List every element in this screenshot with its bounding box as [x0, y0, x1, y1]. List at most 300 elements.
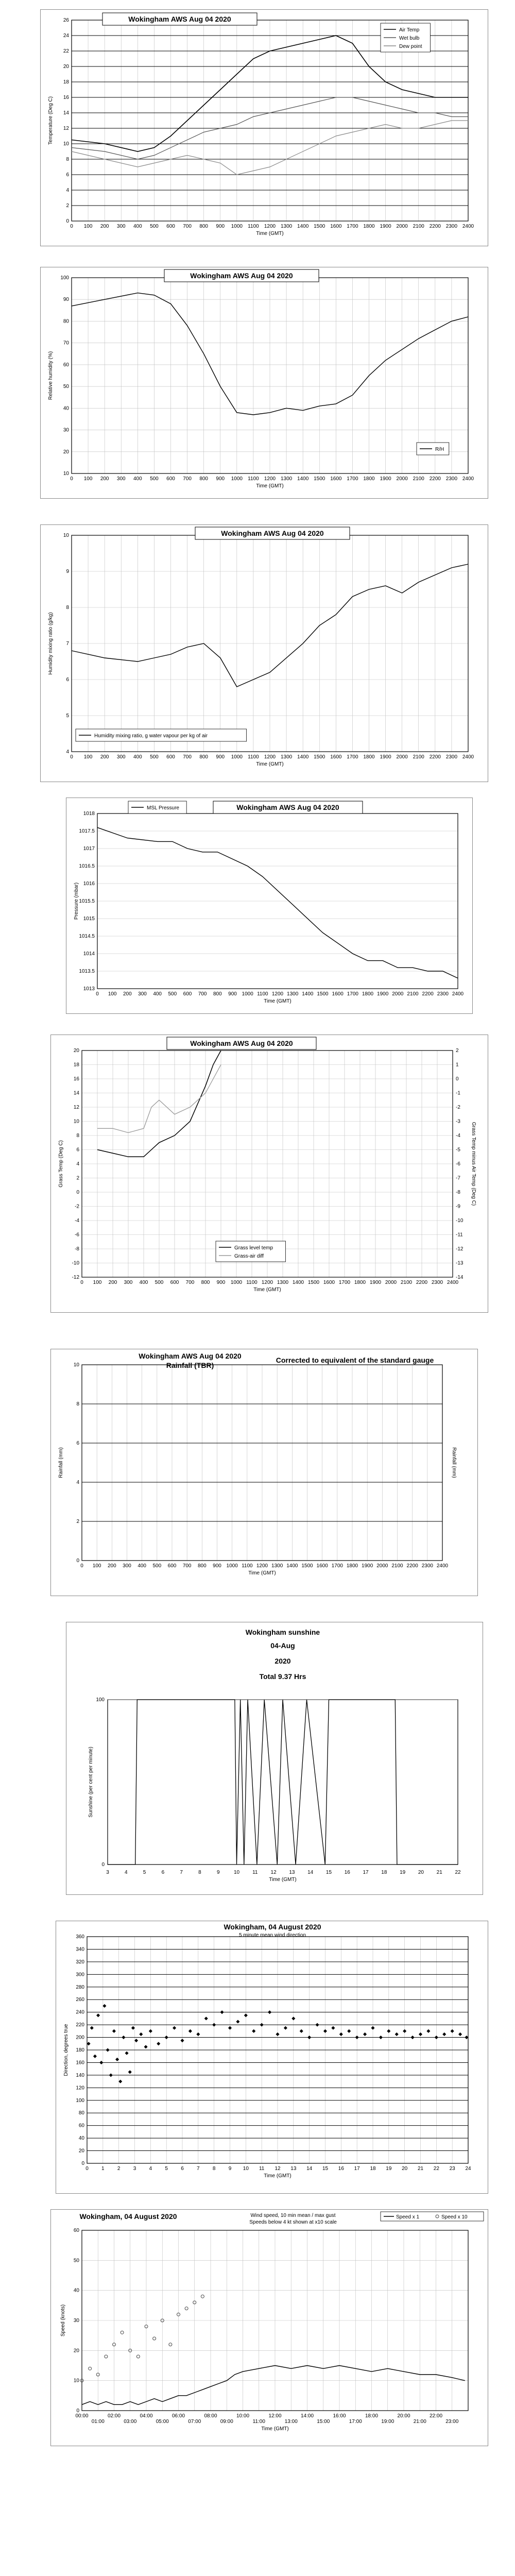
- chart-year: 2020: [274, 1657, 291, 1665]
- x-tick-label: 2200: [406, 1563, 418, 1569]
- x-tick-label: 300: [123, 1563, 131, 1569]
- x-tick-label: 08:00: [204, 2413, 217, 2419]
- chart-title: Wokingham AWS Aug 04 2020: [236, 803, 339, 811]
- x-tick-label: 16:00: [333, 2413, 346, 2419]
- x-tick-label: 800: [197, 1563, 207, 1569]
- y-tick-label: 16: [63, 95, 69, 100]
- y-tick-label: 2: [76, 1175, 79, 1181]
- wind-speed-chart-panel: [50, 2209, 488, 2446]
- x-tick-label: 2100: [413, 476, 424, 482]
- direction-point: [122, 2036, 125, 2039]
- y-tick-label: 6: [66, 677, 69, 683]
- x-tick-label: 900: [216, 476, 225, 482]
- x-tick-label: 1100: [248, 224, 259, 229]
- chart-subtitle-2: Speeds below 4 kt shown at x10 scale: [249, 2219, 337, 2225]
- x-tick-label: 18: [381, 1870, 387, 1875]
- direction-point: [106, 2048, 110, 2052]
- y-tick-label: 50: [63, 384, 69, 390]
- x-tick-label: 500: [168, 991, 177, 997]
- y-tick-label: 340: [76, 1946, 84, 1953]
- direction-point: [90, 2026, 94, 2030]
- chart-subtitle: Rainfall (TBR): [166, 1361, 214, 1369]
- direction-point: [212, 2023, 216, 2027]
- x-tick-label: 12: [270, 1870, 277, 1875]
- x-tick-label: 300: [124, 1280, 133, 1285]
- x-tick-label: 600: [166, 476, 175, 482]
- direction-point: [363, 2032, 367, 2036]
- x-tick-label: 2300: [445, 754, 458, 760]
- legend-label: Wet bulb: [399, 36, 420, 41]
- x-tick-label: 0: [70, 476, 73, 482]
- y2-tick-label: -7: [456, 1175, 460, 1181]
- x-tick-label: 2300: [445, 224, 458, 229]
- x-tick-label: 15:00: [317, 2419, 330, 2425]
- x-tick-label: 1500: [317, 991, 329, 997]
- x-tick-label: 2100: [413, 224, 424, 229]
- y-axis-label: Humidity mixing ratio (g/kg): [48, 612, 54, 675]
- legend-label: MSL Pressure: [147, 805, 179, 811]
- y2-tick-label: -3: [456, 1118, 460, 1125]
- humidity-chart: [41, 267, 488, 498]
- x-tick-label: 12: [274, 2166, 281, 2172]
- y-axis-label: Pressure (mbar): [74, 882, 79, 920]
- speed-x10-point: [201, 2295, 204, 2298]
- x-tick-label: 1300: [280, 476, 293, 482]
- x-tick-label: 2100: [407, 991, 419, 997]
- x-tick-label: 1900: [380, 224, 391, 229]
- x-tick-label: 2400: [462, 476, 474, 482]
- y-tick-label: 8: [76, 1401, 79, 1407]
- x-tick-label: 600: [183, 991, 192, 997]
- direction-point: [173, 2026, 176, 2030]
- direction-point: [157, 2042, 160, 2045]
- rainfall-chart: [51, 1349, 477, 1596]
- x-axis-label: Time (GMT): [261, 2426, 289, 2432]
- x-tick-label: 20:00: [397, 2413, 410, 2419]
- x-tick-label: 1000: [230, 1280, 243, 1285]
- x-tick-label: 1700: [347, 991, 358, 997]
- x-tick-label: 04:00: [140, 2413, 153, 2419]
- direction-point: [419, 2032, 422, 2036]
- x-tick-label: 00:00: [75, 2413, 89, 2419]
- x-tick-label: 1200: [261, 1280, 273, 1285]
- plot-frame: [108, 1700, 458, 1865]
- y-tick-label: 20: [63, 449, 69, 455]
- x-tick-label: 23: [449, 2166, 455, 2172]
- direction-point: [252, 2029, 255, 2033]
- direction-point: [355, 2036, 359, 2039]
- x-tick-label: 800: [199, 476, 209, 482]
- x-tick-label: 1700: [347, 476, 358, 482]
- x-tick-label: 4: [149, 2166, 152, 2172]
- x-tick-label: 2200: [429, 224, 441, 229]
- y2-tick-label: -2: [456, 1105, 460, 1110]
- y-tick-label: 80: [78, 2110, 84, 2116]
- speed-x10-point: [153, 2337, 156, 2340]
- series-msl-pressure: [97, 827, 458, 978]
- x-tick-label: 7: [180, 1870, 183, 1875]
- y-tick-label: 0: [66, 218, 69, 224]
- x-tick-label: 4: [125, 1870, 128, 1875]
- x-tick-label: 2400: [452, 991, 464, 997]
- x-tick-label: 14:00: [300, 2413, 314, 2419]
- x-tick-label: 400: [133, 224, 142, 229]
- x-tick-label: 11: [252, 1870, 258, 1875]
- y-tick-label: 24: [63, 33, 69, 39]
- x-tick-label: 17: [363, 1870, 369, 1875]
- y-tick-label: 1014.5: [79, 934, 95, 939]
- y-tick-label: 0: [101, 1862, 105, 1868]
- direction-point: [291, 2016, 295, 2020]
- y-tick-label: 1015: [83, 916, 95, 922]
- x-tick-label: 1300: [271, 1563, 283, 1569]
- y2-tick-label: -9: [456, 1204, 460, 1210]
- sunshine-chart-panel: [66, 1622, 483, 1895]
- x-tick-label: 6: [161, 1870, 165, 1875]
- x-tick-label: 16: [344, 1870, 350, 1875]
- y-tick-label: 2: [66, 203, 69, 209]
- x-tick-label: 200: [107, 1563, 116, 1569]
- x-tick-label: 2300: [437, 991, 449, 997]
- direction-point: [426, 2029, 430, 2033]
- x-tick-label: 2000: [396, 476, 408, 482]
- y-tick-label: 1016.5: [79, 863, 95, 869]
- x-tick-label: 700: [182, 1563, 192, 1569]
- x-tick-label: 17:00: [349, 2419, 362, 2425]
- y2-tick-label: -6: [456, 1161, 460, 1167]
- x-tick-label: 2000: [385, 1280, 397, 1285]
- y-tick-label: 60: [63, 362, 69, 368]
- x-tick-label: 22:00: [429, 2413, 443, 2419]
- y2-tick-label: -12: [456, 1246, 464, 1252]
- direction-point: [316, 2023, 319, 2027]
- y-tick-label: 120: [76, 2085, 84, 2091]
- x-tick-label: 1600: [330, 476, 342, 482]
- direction-point: [339, 2032, 343, 2036]
- y-axis-label: Rainfall (mm): [58, 1447, 64, 1478]
- x-tick-label: 1600: [316, 1563, 328, 1569]
- x-tick-label: 18: [370, 2166, 376, 2172]
- x-tick-label: 03:00: [124, 2419, 137, 2425]
- x-tick-label: 14: [307, 1870, 314, 1875]
- direction-point: [300, 2029, 303, 2033]
- x-tick-label: 2000: [392, 991, 404, 997]
- speed-x10-point: [169, 2343, 172, 2346]
- direction-point: [458, 2032, 462, 2036]
- y-tick-label: 0: [81, 2161, 84, 2166]
- y-tick-label: -2: [75, 1204, 79, 1210]
- y-tick-label: 1013: [83, 986, 95, 992]
- y-tick-label: 260: [76, 1997, 84, 2003]
- y-tick-label: 9: [66, 569, 69, 574]
- y-tick-label: 1017.5: [79, 828, 95, 834]
- x-tick-label: 2: [117, 2166, 121, 2172]
- y-tick-label: 140: [76, 2072, 84, 2078]
- x-tick-label: 1600: [323, 1280, 335, 1285]
- y2-tick-label: -13: [456, 1260, 464, 1266]
- x-tick-label: 10:00: [236, 2413, 250, 2419]
- chart-note: Corrected to equivalent of the standard gauge: [276, 1356, 434, 1364]
- y-axis-label: Relative humidity (%): [48, 351, 54, 400]
- x-tick-label: 200: [100, 754, 109, 760]
- x-tick-label: 2200: [429, 476, 441, 482]
- x-tick-label: 15: [325, 1870, 332, 1875]
- y-tick-label: 6: [76, 1147, 79, 1153]
- y-axis-label: Direction, degrees true: [63, 2024, 69, 2076]
- y-tick-label: 100: [76, 2097, 84, 2104]
- x-tick-label: 1800: [362, 991, 374, 997]
- x-tick-label: 1900: [380, 754, 391, 760]
- y-tick-label: 280: [76, 1984, 84, 1990]
- x-tick-label: 1000: [231, 476, 243, 482]
- temperature-chart: [41, 10, 488, 246]
- direction-point: [115, 2058, 119, 2061]
- direction-point: [403, 2029, 406, 2033]
- x-tick-label: 1400: [286, 1563, 298, 1569]
- x-tick-label: 0: [70, 224, 73, 229]
- x-tick-label: 1300: [277, 1280, 289, 1285]
- y-tick-label: 26: [63, 18, 69, 23]
- direction-point: [196, 2032, 200, 2036]
- legend-label: Speed x 10: [441, 2214, 468, 2220]
- legend-label: R/H: [435, 447, 444, 452]
- legend-label: Humidity mixing ratio, g water vapour per kg of air: [94, 733, 208, 739]
- x-tick-label: 600: [166, 224, 175, 229]
- x-tick-label: 1500: [307, 1280, 320, 1285]
- y-tick-label: 40: [63, 405, 69, 412]
- x-tick-label: 700: [198, 991, 207, 997]
- x-tick-label: 900: [216, 224, 225, 229]
- y-tick-label: 18: [63, 79, 69, 85]
- x-tick-label: 500: [154, 1280, 164, 1285]
- x-tick-label: 13: [289, 1870, 295, 1875]
- x-tick-label: 0: [80, 1563, 83, 1569]
- x-axis-label: Time (GMT): [256, 483, 284, 489]
- chart-title: Wokingham AWS Aug 04 2020: [190, 1039, 293, 1047]
- x-tick-label: 1200: [256, 1563, 268, 1569]
- x-tick-label: 11: [259, 2166, 265, 2172]
- x-tick-label: 1400: [297, 754, 309, 760]
- y-tick-label: 14: [63, 110, 69, 116]
- x-tick-label: 700: [185, 1280, 195, 1285]
- x-tick-label: 2000: [396, 754, 408, 760]
- x-tick-label: 19:00: [381, 2419, 394, 2425]
- x-tick-label: 0: [96, 991, 99, 997]
- x-tick-label: 900: [216, 1280, 226, 1285]
- direction-point: [284, 2026, 287, 2030]
- x-tick-label: 3: [133, 2166, 136, 2172]
- x-tick-label: 500: [150, 476, 159, 482]
- x-tick-label: 6: [181, 2166, 184, 2172]
- pressure-chart-panel: [66, 798, 473, 1014]
- x-tick-label: 800: [199, 224, 209, 229]
- x-tick-label: 2200: [422, 991, 434, 997]
- x-tick-label: 18:00: [365, 2413, 379, 2419]
- x-tick-label: 200: [123, 991, 132, 997]
- x-tick-label: 1200: [264, 224, 276, 229]
- x-tick-label: 10: [233, 1870, 240, 1875]
- x-tick-label: 9: [228, 2166, 232, 2172]
- x-tick-label: 11:00: [252, 2419, 265, 2425]
- x-tick-label: 1400: [292, 1280, 304, 1285]
- wind-speed-chart: [51, 2210, 488, 2446]
- direction-point: [118, 2080, 122, 2083]
- direction-point: [134, 2039, 138, 2042]
- x-tick-label: 1800: [354, 1280, 366, 1285]
- x-tick-label: 500: [150, 224, 159, 229]
- x-tick-label: 21: [436, 1870, 442, 1875]
- x-tick-label: 1400: [297, 224, 309, 229]
- legend-label: Air Temp: [399, 27, 420, 33]
- x-tick-label: 1400: [302, 991, 314, 997]
- y-tick-label: 2: [76, 1519, 79, 1524]
- direction-point: [131, 2026, 135, 2030]
- x-tick-label: 2000: [396, 224, 408, 229]
- speed-x10-point: [121, 2331, 124, 2334]
- x-tick-label: 1000: [226, 1563, 238, 1569]
- y-tick-label: 40: [78, 2136, 84, 2142]
- x-tick-label: 1800: [363, 754, 375, 760]
- chart-title: Wokingham AWS Aug 04 2020: [128, 15, 231, 23]
- x-tick-label: 1800: [363, 476, 375, 482]
- y-tick-label: 10: [73, 1118, 79, 1125]
- direction-point: [451, 2029, 454, 2033]
- direction-point: [180, 2039, 184, 2042]
- x-tick-label: 13: [290, 2166, 297, 2172]
- x-tick-label: 0: [80, 1280, 83, 1285]
- x-tick-label: 2100: [391, 1563, 403, 1569]
- x-tick-label: 1500: [301, 1563, 313, 1569]
- wind-direction-chart-panel: [56, 1921, 488, 2194]
- legend-label: Grass-air diff: [234, 1253, 264, 1259]
- x-tick-label: 1600: [330, 224, 342, 229]
- series-sunshine: [108, 1700, 458, 1865]
- direction-point: [371, 2026, 374, 2030]
- x-tick-label: 1700: [331, 1563, 343, 1569]
- x-tick-label: 07:00: [188, 2419, 201, 2425]
- y2-tick-label: -1: [456, 1090, 460, 1096]
- direction-point: [331, 2026, 335, 2030]
- direction-point: [268, 2010, 271, 2014]
- pressure-chart: [66, 798, 472, 1013]
- x-tick-label: 01:00: [91, 2419, 105, 2425]
- x-tick-label: 100: [93, 1280, 102, 1285]
- y-tick-label: 5: [66, 713, 69, 719]
- y-tick-label: 10: [63, 533, 69, 538]
- x-tick-label: 19: [400, 1870, 406, 1875]
- x-tick-label: 19: [386, 2166, 392, 2172]
- x-tick-label: 800: [213, 991, 222, 997]
- x-axis-label: Time (GMT): [253, 1287, 281, 1293]
- x-tick-label: 600: [170, 1280, 179, 1285]
- y2-tick-label: -8: [456, 1190, 460, 1195]
- mixing-ratio-chart: [41, 525, 488, 782]
- x-tick-label: 20: [418, 1870, 424, 1875]
- y-tick-label: 18: [73, 1062, 79, 1068]
- x-tick-label: 400: [153, 991, 162, 997]
- y-tick-label: 0: [76, 1558, 79, 1564]
- x-tick-label: 1900: [362, 1563, 373, 1569]
- x-tick-label: 1200: [264, 754, 276, 760]
- y-tick-label: 70: [63, 340, 69, 346]
- y-tick-label: 0: [76, 1190, 79, 1195]
- x-tick-label: 600: [167, 1563, 177, 1569]
- y-tick-label: -4: [75, 1218, 79, 1224]
- x-tick-label: 2300: [421, 1563, 433, 1569]
- x-tick-label: 0: [70, 754, 73, 760]
- x-tick-label: 1700: [347, 754, 358, 760]
- direction-point: [220, 2010, 224, 2014]
- x-tick-label: 1700: [347, 224, 358, 229]
- x-tick-label: 06:00: [171, 2413, 185, 2419]
- x-tick-label: 200: [100, 476, 109, 482]
- y-tick-label: 100: [96, 1697, 105, 1703]
- x-tick-label: 1500: [314, 754, 325, 760]
- y2-tick-label: 1: [456, 1062, 459, 1068]
- x-tick-label: 17: [354, 2166, 360, 2172]
- rainfall-chart-panel: [50, 1349, 478, 1596]
- x-tick-label: 500: [150, 754, 159, 760]
- speed-x10-point: [105, 2355, 108, 2358]
- y-axis-label: Temperature (Deg C): [48, 96, 54, 145]
- y-tick-label: 90: [63, 297, 69, 303]
- y2-tick-label: 2: [456, 1048, 459, 1054]
- y-tick-label: 4: [76, 1480, 79, 1485]
- x-tick-label: 1100: [248, 754, 259, 760]
- x-tick-label: 1300: [280, 754, 293, 760]
- direction-point: [93, 2055, 97, 2058]
- y-tick-label: 360: [76, 1934, 84, 1940]
- direction-point: [323, 2029, 327, 2033]
- x-tick-label: 05:00: [156, 2419, 169, 2425]
- speed-x10-point: [136, 2355, 140, 2358]
- y-tick-label: 240: [76, 2009, 84, 2015]
- x-tick-label: 500: [152, 1563, 162, 1569]
- y-tick-label: -6: [75, 1232, 79, 1238]
- x-tick-label: 1100: [246, 1280, 258, 1285]
- y-tick-label: 10: [73, 1362, 79, 1368]
- x-tick-label: 2400: [462, 754, 474, 760]
- direction-point: [244, 2013, 248, 2017]
- y-tick-label: 6: [76, 1440, 79, 1446]
- x-axis-label: Time (GMT): [264, 998, 291, 1004]
- direction-point: [87, 2042, 91, 2045]
- chart-title: Wokingham, 04 August 2020: [224, 1923, 321, 1931]
- y-tick-label: 20: [63, 64, 69, 70]
- x-tick-label: 2400: [447, 1280, 459, 1285]
- x-tick-label: 300: [138, 991, 147, 997]
- direction-point: [144, 2045, 148, 2048]
- y-tick-label: 10: [63, 141, 69, 147]
- y-tick-label: 8: [76, 1133, 79, 1139]
- y-axis-label: Speed (knots): [60, 2304, 66, 2337]
- x-tick-label: 400: [133, 754, 142, 760]
- x-tick-label: 1300: [287, 991, 299, 997]
- x-tick-label: 10: [243, 2166, 249, 2172]
- y-tick-label: 30: [63, 427, 69, 433]
- y-tick-label: 300: [76, 1972, 84, 1978]
- y-tick-label: 60: [78, 2123, 84, 2129]
- y-tick-label: 8: [66, 605, 69, 611]
- y-tick-label: 1018: [83, 811, 95, 817]
- x-tick-label: 5: [143, 1870, 146, 1875]
- x-tick-label: 1900: [380, 476, 391, 482]
- x-tick-label: 900: [213, 1563, 221, 1569]
- y2-axis-label: Rainfall (mm): [451, 1447, 457, 1478]
- sunshine-chart: [66, 1622, 483, 1894]
- x-axis-label: Time (GMT): [248, 1570, 276, 1576]
- x-tick-label: 400: [138, 1563, 147, 1569]
